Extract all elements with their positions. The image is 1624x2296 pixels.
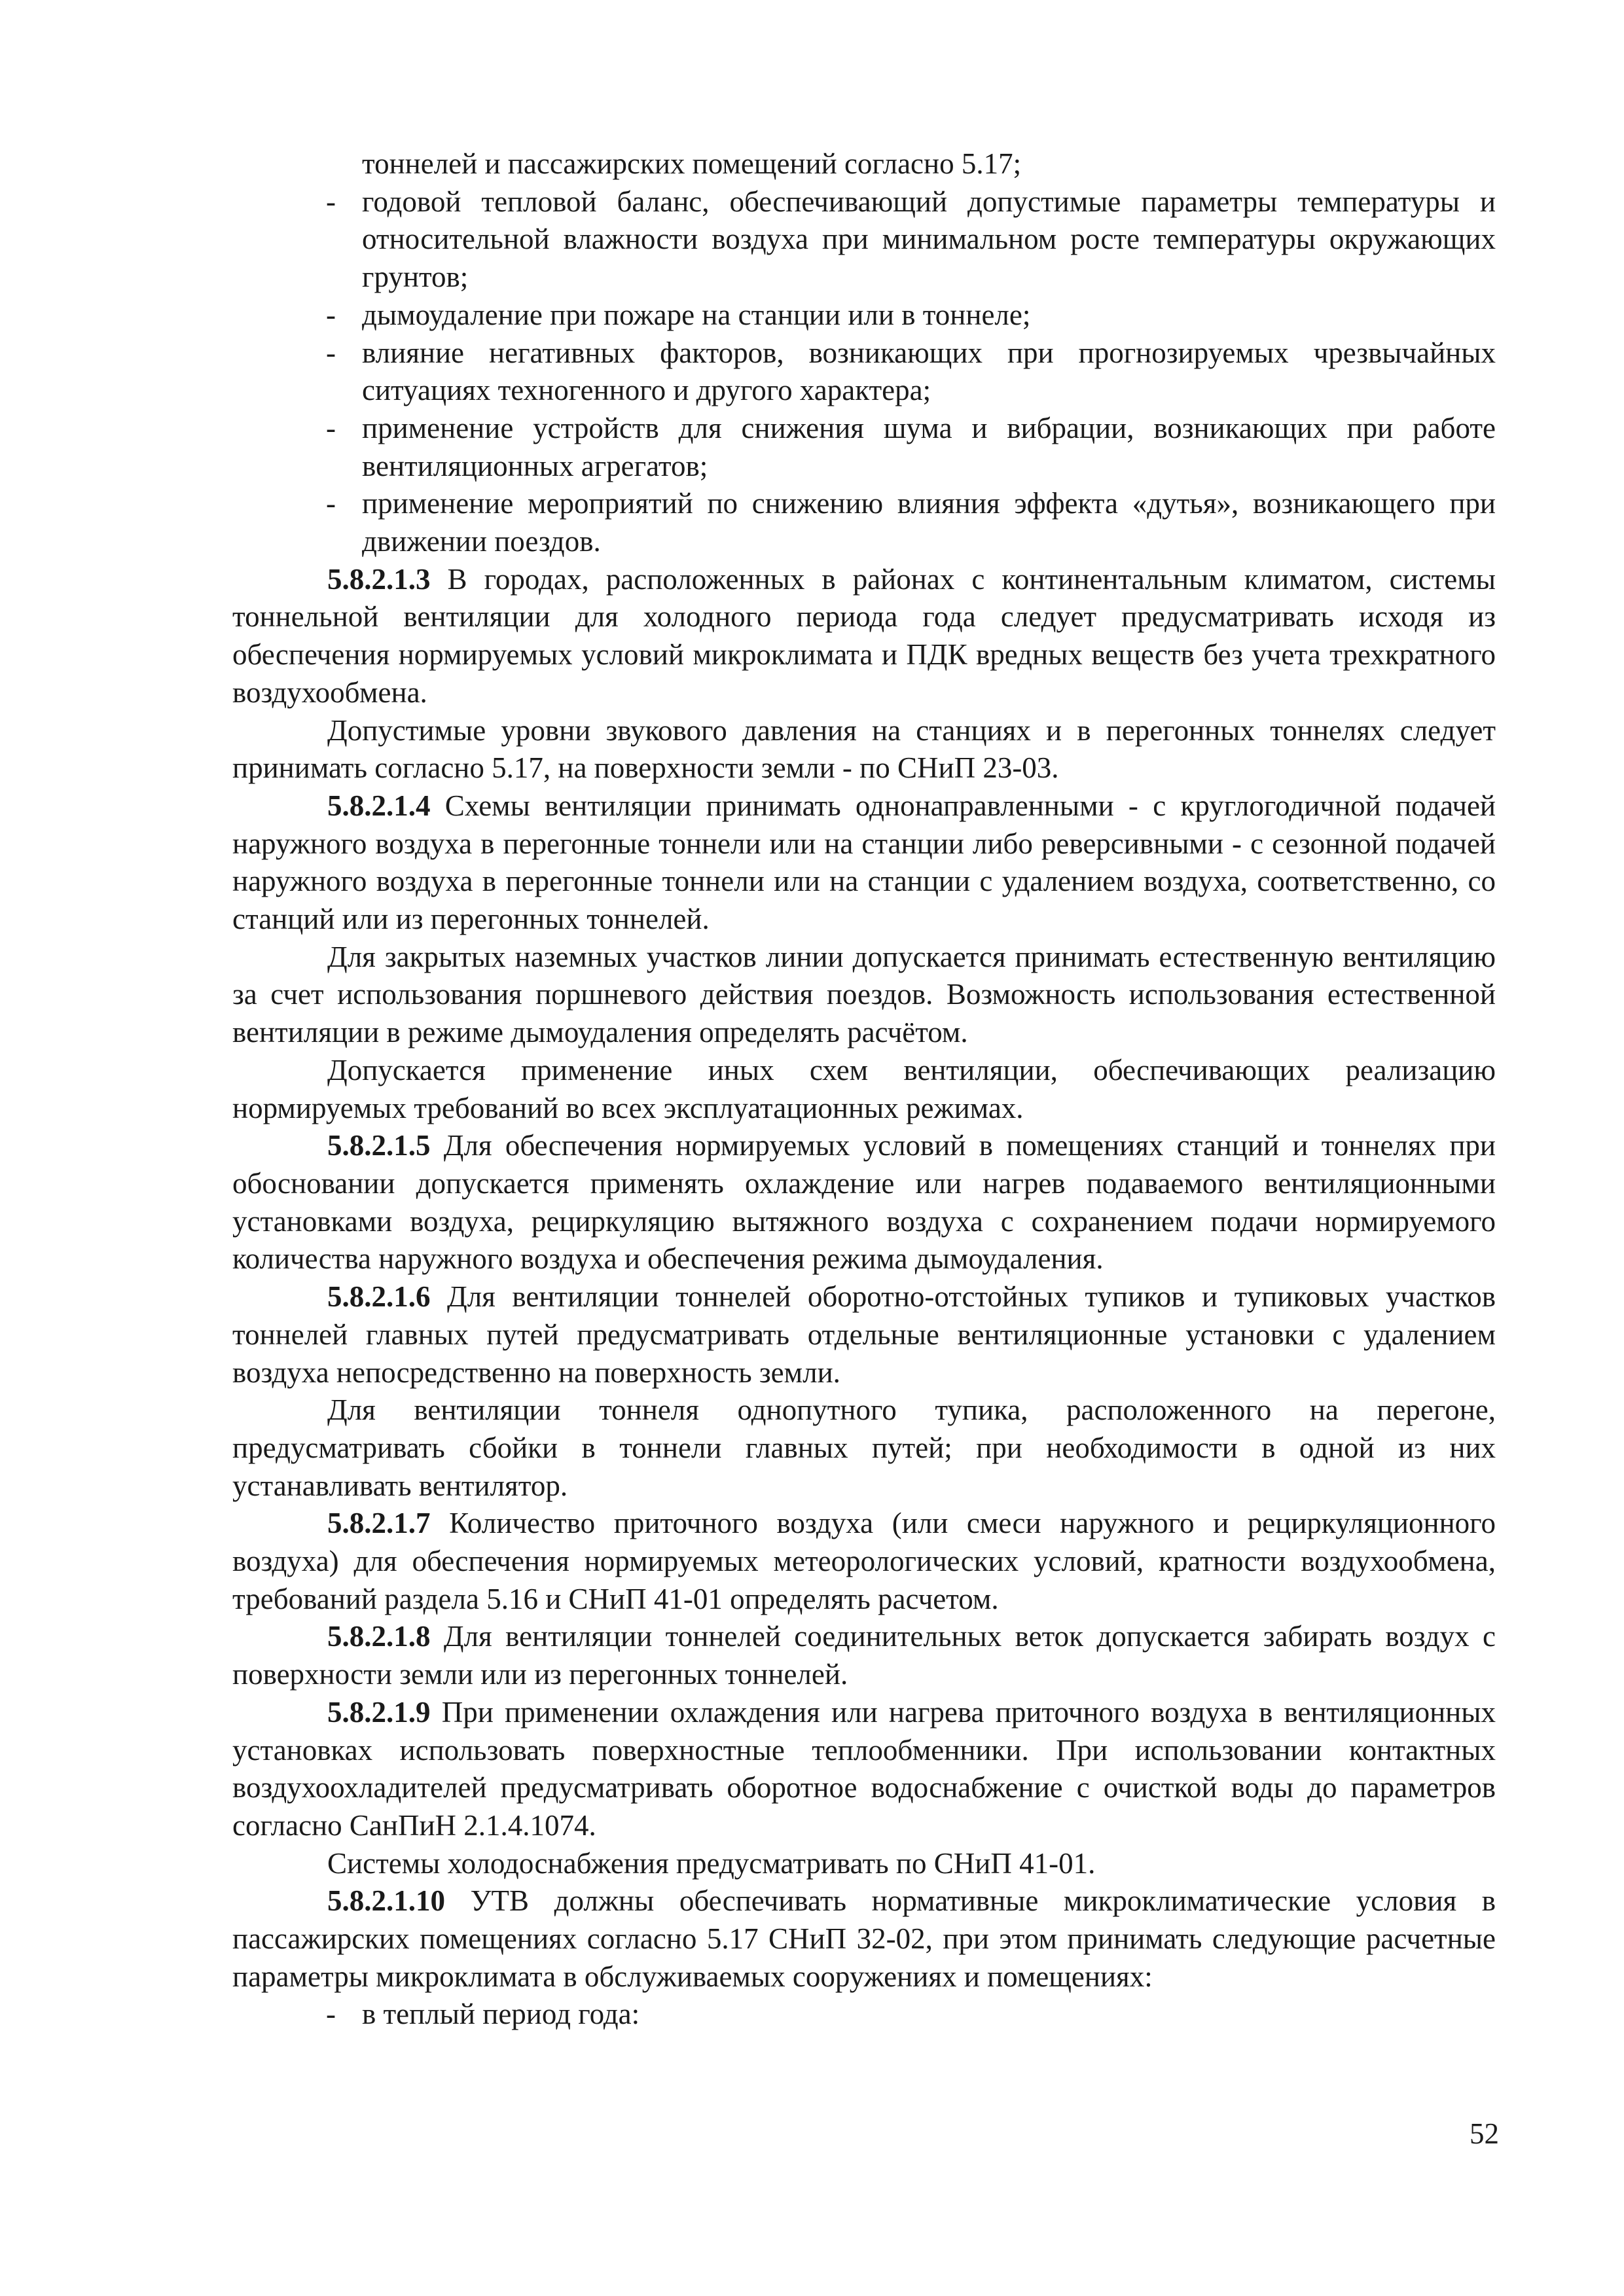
clause-number: 5.8.2.1.8 [327, 1620, 431, 1653]
bullet-dash: - [326, 411, 336, 444]
paragraph [232, 1391, 1496, 1505]
paragraph-text: Для вентиляции тоннелей соединительных веток допускается забирать воздух с поверхности земли или из перегонных тоннелей. [232, 1620, 1496, 1691]
paragraph-text: Допускается применение иных схем вентиляции, обеспечивающих реализацию нормируемых требований во всех эксплуатационных режимах. [232, 1053, 1496, 1124]
list-item-text: влияние негативных факторов, возникающих при прогнозируемых чрезвычайных ситуациях техногенного и другого характера; [362, 336, 1496, 407]
list-item [232, 410, 1496, 485]
list-item [232, 334, 1496, 410]
list-item-text: применение мероприятий по снижению влияния эффекта «дутья», возникающего при движении поездов. [362, 487, 1496, 558]
paragraph [232, 1845, 1496, 1883]
list-item [232, 1996, 1496, 2034]
clause-number: 5.8.2.1.6 [327, 1280, 431, 1314]
bullet-dash: - [326, 185, 336, 218]
bullet-dash: - [326, 298, 336, 331]
paragraph-text: УТВ должны обеспечивать нормативные микроклиматические условия в пассажирских помещениях согласно 5.17 СНиП 32-02, при этом принимать следующие расчетные параметры микроклимата в обслуживаемых сооружениях и помещениях: [232, 1884, 1496, 1993]
paragraph-text: При применении охлаждения или нагрева приточного воздуха в вентиляционных установках использовать поверхностные теплообменники. При использовании контактных воздухоохладителей предусматривать оборотное водоснабжение с очисткой воды до параметров согласно СанПиН 2.1.4.1074. [232, 1695, 1496, 1842]
paragraph [232, 939, 1496, 1052]
clause-number: 5.8.2.1.10 [327, 1884, 445, 1918]
list-item-text: годовой тепловой баланс, обеспечивающий допустимые параметры температуры и относительной влажности воздуха при минимальном росте температуры окружающих грунтов; [362, 185, 1496, 294]
list-item [232, 296, 1496, 334]
paragraph-text: Для вентиляции тоннелей оборотно-отстойных тупиков и тупиковых участков тоннелей главных путей предусматривать отдельные вентиляционные установки с удалением воздуха непосредственно на поверхность земли. [232, 1280, 1496, 1389]
paragraph-5-8-2-1-5 [232, 1127, 1496, 1278]
clause-number: 5.8.2.1.5 [327, 1129, 431, 1162]
bullet-dash: - [326, 487, 336, 520]
paragraph-5-8-2-1-4 [232, 787, 1496, 939]
continuation-line: тоннелей и пассажирских помещений согласно 5.17; [362, 147, 1022, 180]
paragraphs [232, 561, 1496, 1996]
document-page [232, 145, 1496, 2034]
bullet-dash: - [326, 1998, 336, 2031]
paragraph-5-8-2-1-10 [232, 1882, 1496, 1996]
paragraph-text: В городах, расположенных в районах с континентальным климатом, системы тоннельной вентиляции для холодного периода года следует предусматривать исходя из обеспечения нормируемых условий микроклимата и ПДК вредных веществ без учета трехкратного воздухообмена. [232, 562, 1496, 709]
clause-number: 5.8.2.1.9 [327, 1695, 431, 1729]
paragraph-5-8-2-1-9 [232, 1694, 1496, 1845]
bullet-list-top [232, 183, 1496, 561]
paragraph-text: Для обеспечения нормируемых условий в помещениях станций и тоннелях при обосновании допускается применять охлаждение или нагрев подаваемого вентиляционными установками воздуха, рециркуляцию вытяжного воздуха с сохранением подачи нормируемого количества наружного воздуха и обеспечения режима дымоудаления. [232, 1129, 1496, 1276]
paragraph-5-8-2-1-7 [232, 1505, 1496, 1618]
paragraph-5-8-2-1-8 [232, 1618, 1496, 1693]
bullet-dash: - [326, 336, 336, 369]
paragraph-text: Системы холодоснабжения предусматривать по СНиП 41-01. [327, 1846, 1096, 1880]
clause-number: 5.8.2.1.3 [327, 562, 431, 596]
list-item [232, 485, 1496, 560]
paragraph [232, 712, 1496, 787]
list-item-text: в теплый период года: [362, 1998, 640, 2031]
paragraph [232, 1052, 1496, 1127]
clause-number: 5.8.2.1.4 [327, 789, 431, 822]
list-item-text: дымоудаление при пожаре на станции или в тоннеле; [362, 298, 1031, 331]
bullet-list-bottom [232, 1996, 1496, 2034]
page-number: 52 [1470, 2117, 1499, 2150]
paragraph-text: Схемы вентиляции принимать однонаправленными - с круглогодичной подачей наружного воздуха в перегонные тоннели или на станции либо реверсивными - с сезонной подачей наружного воздуха в перегонные тоннели или на станции с удалением воздуха, соответственно, со станций или из перегонных тоннелей. [232, 789, 1496, 936]
clause-number: 5.8.2.1.7 [327, 1507, 431, 1540]
paragraph-5-8-2-1-3 [232, 561, 1496, 712]
paragraph-text: Для закрытых наземных участков линии допускается принимать естественную вентиляцию за счет использования поршневого действия поездов. Возможность использования естественной вентиляции в режиме дымоудаления определять расчётом. [232, 940, 1496, 1049]
paragraph-text: Допустимые уровни звукового давления на станциях и в перегонных тоннелях следует принимать согласно 5.17, на поверхности земли - по СНиП 23-03. [232, 713, 1496, 785]
list-item-text: применение устройств для снижения шума и вибрации, возникающих при работе вентиляционных агрегатов; [362, 411, 1496, 482]
paragraph-5-8-2-1-6 [232, 1278, 1496, 1391]
list-item [232, 183, 1496, 296]
paragraph-text: Для вентиляции тоннеля однопутного тупика, расположенного на перегоне, предусматривать сбойки в тоннели главных путей; при необходимости в одной из них устанавливать вентилятор. [232, 1393, 1496, 1502]
paragraph-text: Количество приточного воздуха (или смеси наружного и рециркуляционного воздуха) для обеспечения нормируемых метеорологических условий, кратности воздухообмена, требований раздела 5.16 и СНиП 41-01 определять расчетом. [232, 1507, 1496, 1615]
